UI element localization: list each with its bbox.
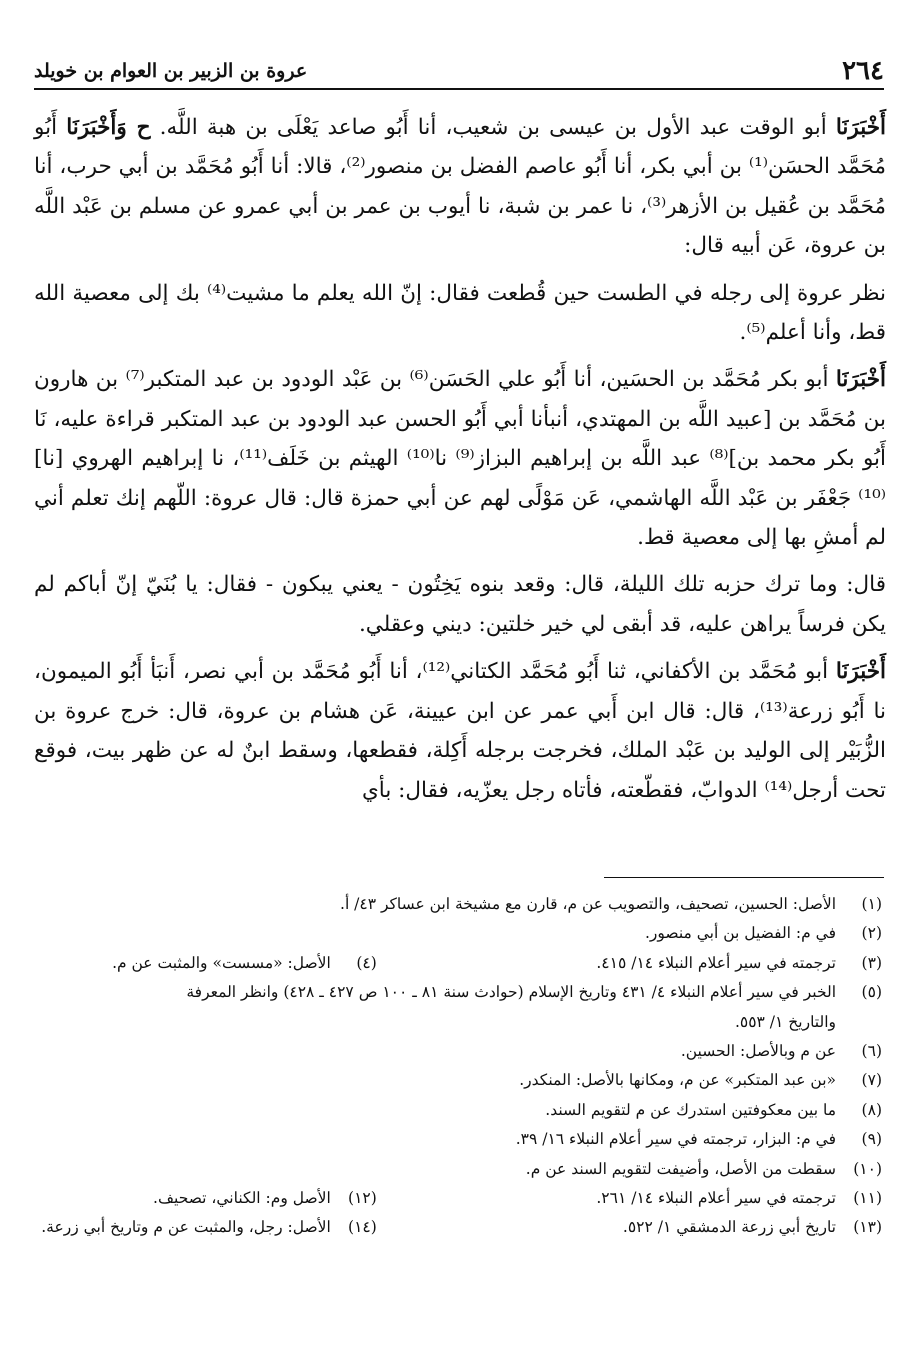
paragraph-4: [34, 565, 886, 644]
keyword-akhbarana: أَخْبَرَنَا: [835, 115, 886, 140]
text-span: أبو بكر مُحَمَّد بن الحسَين، أنا أَبُو علي الحَسَن⁽⁶⁾ بن عَبْد الودود بن عبد المتكبر⁽⁷⁾ بن هارون بن مُحَمَّد بن [عبيد اللَّه بن المهتدي، أنبأنا أبي أَبُو الحسن عبد الودود بن عبد المتكبر قراءة عليه، نَا أَبُو بكر محمد بن]⁽⁸⁾ عبد اللَّه بن إبراهيم البزاز⁽⁹⁾ نا⁽¹⁰⁾ الهيثم بن خَلَف⁽¹¹⁾، نا إبراهيم الهروي [نا]⁽¹⁰⁾ جَعْفَر بن عَبْد اللَّه الهاشمي، عَن مَوْلًى لهم عن أبي حمزة قال: قال عروة: اللّهم إنك تعلم أني لم أمشِ بها إلى معصية قط.: [34, 367, 887, 551]
text-span: أَبُو مُحَمَّد الحسَن⁽¹⁾ بن أبي بكر، أنا أَبُو عاصم الفضل بن منصور⁽²⁾، قالا: أنا أَبُو مُحَمَّد بن أبي حرب، أنا مُحَمَّد بن عُقيل بن الأزهر⁽³⁾، نا عمر بن شبة، نا أيوب بن عمر بن أبي عمرو عن مسلم بن عَبْد اللَّه بن عروة، عَن أبيه قال:: [34, 115, 886, 259]
keyword-wa-akhbarana: ح وَأَخْبَرَنَا: [66, 115, 151, 140]
footnote-number: (٩): [861, 1130, 882, 1149]
footnote-text: سقطت من الأصل، وأضيفت لتقويم السند عن م.: [525, 1159, 836, 1178]
footnote-number: (٦): [861, 1042, 882, 1061]
footnote-14: [40, 1213, 377, 1242]
footnote-text: الأصل وم: الكناني، تصحيف.: [153, 1189, 331, 1208]
footnote-number: (٧): [861, 1071, 882, 1090]
paragraph-2: [34, 274, 886, 353]
text-span: قال: وما ترك حزبه تلك الليلة، قال: وقعد بنوه يَخِتُون - يعني يبكون - فقال: يا بُنَيّ إنّ أباكم لم يكن فرساً يراهن عليه، قد أبقى لي خير خلتين: ديني وعقلي.: [34, 572, 886, 637]
page-header: [34, 48, 884, 90]
footnote-number: (١٤): [348, 1218, 377, 1237]
footnote-11: [377, 1184, 882, 1213]
footnote-text: الأصل: «مسست» والمثبت عن م.: [112, 953, 331, 972]
text-span: نظر عروة إلى رجله في الطست حين قُطعت فقال: إنّ الله يعلم ما مشيت⁽⁴⁾ بك إلى معصية الله قط، وأنا أعلم⁽⁵⁾.: [34, 280, 886, 346]
footnote-text: «بن عبد المتكبر» عن م، ومكانها بالأصل: المنكدر.: [519, 1071, 836, 1090]
footnote-row: [40, 949, 882, 978]
footnote-number: (٣): [861, 953, 882, 972]
footnote-number: (١٢): [348, 1189, 377, 1208]
footnote-8: [40, 1096, 882, 1125]
footnote-row: [40, 1184, 882, 1213]
footnote-5: [40, 978, 882, 1007]
footnote-text: الخبر في سير أعلام النبلاء ٤/ ٤٣١ وتاريخ الإسلام (حوادث سنة ٨١ ـ ١٠٠ ص ٤٢٧ ـ ٤٢٨) وانظر المعرفة: [186, 983, 836, 1002]
footnote-6: [40, 1037, 882, 1066]
footnote-4: [40, 949, 377, 978]
footnote-text: ترجمته في سير أعلام النبلاء ١٤/ ٤١٥.: [596, 953, 836, 972]
footnote-7: [40, 1066, 882, 1095]
footnote-10: [40, 1155, 882, 1184]
footnote-text: ما بين معكوفتين استدرك عن م لتقويم السند.: [545, 1100, 836, 1119]
running-title: عروة بن الزبير بن العوام بن خويلد: [34, 60, 308, 82]
footnote-1: [40, 890, 882, 919]
footnote-number: (١٠): [853, 1159, 882, 1178]
keyword-akhbarana: أَخْبَرَنَا: [835, 367, 886, 393]
footnote-3: [377, 949, 882, 978]
footnote-number: (٢): [861, 924, 882, 943]
footnote-number: (١١): [853, 1189, 882, 1208]
footnote-text: في م: الفضيل بن أبي منصور.: [644, 924, 836, 943]
footnote-9: [40, 1125, 882, 1154]
paragraph-3: [34, 360, 886, 557]
paragraph-5: [34, 652, 886, 810]
footnote-row: [40, 1213, 882, 1242]
footnote-number: (٥): [861, 983, 882, 1002]
footnote-text: تاريخ أبي زرعة الدمشقي ١/ ٥٢٢.: [622, 1218, 836, 1237]
footnote-5-continuation: والتاريخ ١/ ٥٥٣.: [734, 1012, 836, 1031]
footnote-divider: [604, 877, 884, 878]
paragraph-1: [34, 108, 886, 266]
footnote-text: ترجمته في سير أعلام النبلاء ١٤/ ٢٦١.: [596, 1189, 836, 1208]
footnote-text: الأصل: الحسين، تصحيف، والتصويب عن م، قارن مع مشيخة ابن عساكر ٤٣/ أ.: [340, 895, 836, 913]
text-span: أبو الوقت عبد الأول بن عيسى بن شعيب، أنا أَبُو صاعد يَعْلَى بن هبة اللَّه.: [150, 115, 836, 140]
footnotes: [40, 890, 882, 1243]
footnote-number: (١): [861, 895, 882, 913]
page-number: ٢٦٤: [842, 56, 884, 86]
text-span: أبو مُحَمَّد بن الأكفاني، ثنا أَبُو مُحَمَّد الكتاني⁽¹²⁾، أنا أَبُو مُحَمَّد بن أبي نصر، أَنبَأ أَبُو الميمون، نا أَبُو زرعة⁽¹³⁾، قال: قال ابن أَبي عمر عن ابن عيينة، عَن هشام بن عروة، قال: خرج عروة بن الزُّبَيْر إلى الوليد بن عَبْد الملك، فخرجت برجله أَكِلة، فقطعها، وسقط ابنٌ له عن ظهر بيت، فوقع تحت أرجل⁽¹⁴⁾ الدوابّ، فقطّعته، فأتاه رجل يعزّيه، فقال: بأي: [34, 659, 886, 803]
footnote-text: في م: البزار، ترجمته في سير أعلام النبلاء ١٦/ ٣٩.: [515, 1130, 836, 1149]
footnote-2: [40, 919, 882, 948]
footnote-number: (٤): [356, 953, 377, 972]
footnote-number: (٨): [861, 1100, 882, 1119]
footnote-text: عن م وبالأصل: الحسين.: [680, 1042, 836, 1061]
footnote-13: [377, 1213, 882, 1242]
footnote-number: (١٣): [853, 1218, 882, 1237]
footnote-text: الأصل: رجل، والمثبت عن م وتاريخ أبي زرعة.: [41, 1218, 331, 1237]
footnote-12: [40, 1184, 377, 1213]
main-text: [34, 108, 886, 810]
keyword-akhbarana: أَخْبَرَنَا: [835, 659, 886, 685]
